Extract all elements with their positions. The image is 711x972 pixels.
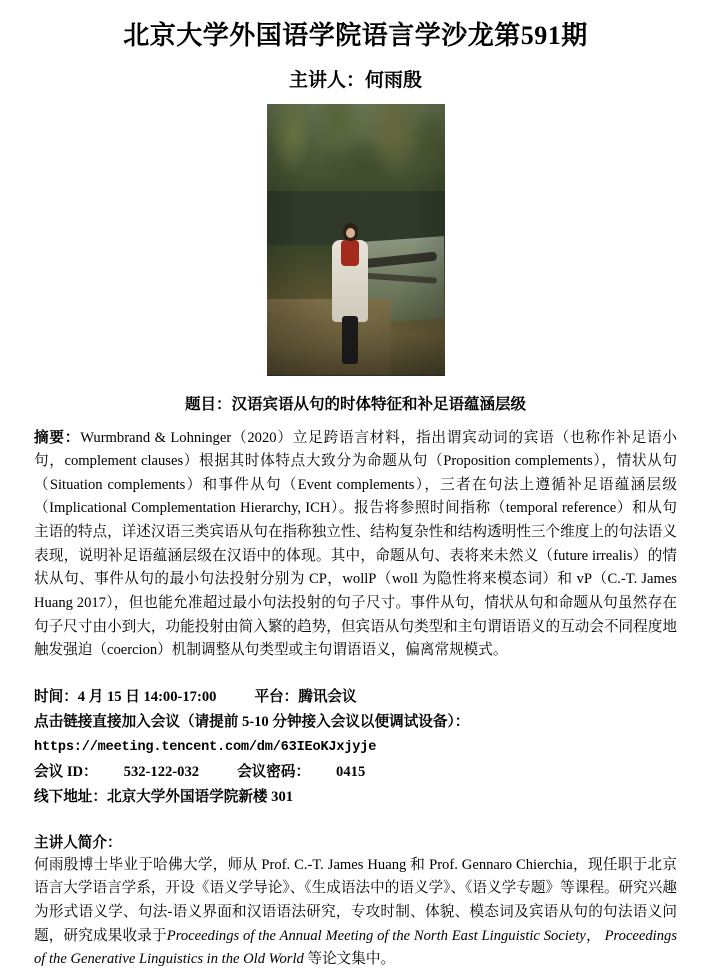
bio-journal-2: Proceedings of the Generative Linguistics in the Old World — [34, 927, 677, 968]
meeting-id-value: 532-122-032 — [123, 763, 200, 780]
meeting-password-label: 会议密码： — [237, 763, 311, 780]
bio-text-tail: 等论文集中。 — [303, 951, 396, 968]
meeting-url-link[interactable]: https://meeting.tencent.com/dm/63IEoKJxjyje — [34, 739, 377, 755]
meeting-id-label: 会议 ID： — [34, 763, 98, 780]
meeting-id-row — [34, 760, 677, 786]
platform-value: 腾讯会议 — [298, 688, 357, 705]
bio-journal-1: Proceedings of the Annual Meeting of the North East Linguistic Society — [166, 927, 586, 944]
venue-value: 北京大学外国语学院新楼 301 — [106, 789, 294, 806]
abstract-text: Wurmbrand & Lohninger（2020）立足跨语言材料，指出谓宾动词的宾语（也称作补足语小句，complement clauses）根据其时体特点大致分为命题从句（Proposition complements），情状从句（Situation complements）和事件从句（Event complements），三者在句法上遵循补足语蕴涵层级（Implicational Complementation Hierarchy, ICH）。报告将参照时间指称（temporal reference）和从句主语的特点，详述汉语三类宾语从句在指称独立性、结构复杂性和结构透明性三个维度上的句法语义表现，说明补足语蕴涵层级在汉语中的体现。其中，命题从句、表将来未然义（future irrealis）的情状从句、事件从句的最小句法投射分别为 CP，wollP（woll 为隐性将来模态词）和 vP（C.-T. James Huang 2017），但也能允准超过最小句法投射的句子尺寸。事件从句，情状从句和命题从句虽然存在句子尺寸由小到大，功能投射由简入繁的趋势，但宾语从句类型和主句谓语语义的互动会不同程度地触发强迫（coercion）机制调整从句类型或主句谓语语义，偏离常规模式。 — [34, 429, 677, 659]
speaker-line: 主讲人：何雨殷 — [288, 69, 422, 91]
speaker-photo-container — [34, 104, 677, 376]
speaker-photo — [267, 104, 445, 376]
page-title: 北京大学外国语学院语言学沙龙第591期 — [123, 21, 588, 50]
bio-heading: 主讲人简介： — [34, 834, 122, 851]
abstract-label: 摘要： — [34, 429, 81, 446]
bio-text-mid: ， — [585, 927, 601, 944]
venue-row — [34, 785, 677, 811]
photo-vignette — [267, 104, 445, 376]
talk-topic: 题目：汉语宾语从句的时体特征和补足语蕴涵层级 — [184, 395, 526, 413]
time-label: 时间： — [34, 688, 78, 705]
join-hint: 点击链接直接加入会议（请提前 5-10 分钟接入会议以便调试设备）： — [34, 714, 470, 731]
meeting-password-value: 0415 — [336, 763, 366, 780]
venue-label: 线下地址： — [34, 789, 107, 806]
bio-paragraph — [34, 854, 677, 972]
abstract-paragraph — [34, 427, 677, 663]
time-row — [34, 685, 677, 711]
bio-text: 何雨殷博士毕业于哈佛大学，师从 Prof. C.-T. James Huang 和 Prof. Gennaro Chierchia，现任职于北京语言大学语言学系，开设《语义学导论》、《生成语法中的语义学》、《语义学专题》等课程。研究兴趣为形式语义学、句法-语义界面和汉语语法研究，专攻时制、体貌、模态词及宾语从句的句法语义问题，研究成果收录于 — [34, 856, 677, 944]
platform-label: 平台： — [254, 688, 299, 705]
meeting-info-block — [34, 685, 677, 811]
time-value: 4 月 15 日 14:00-17:00 — [77, 688, 217, 705]
